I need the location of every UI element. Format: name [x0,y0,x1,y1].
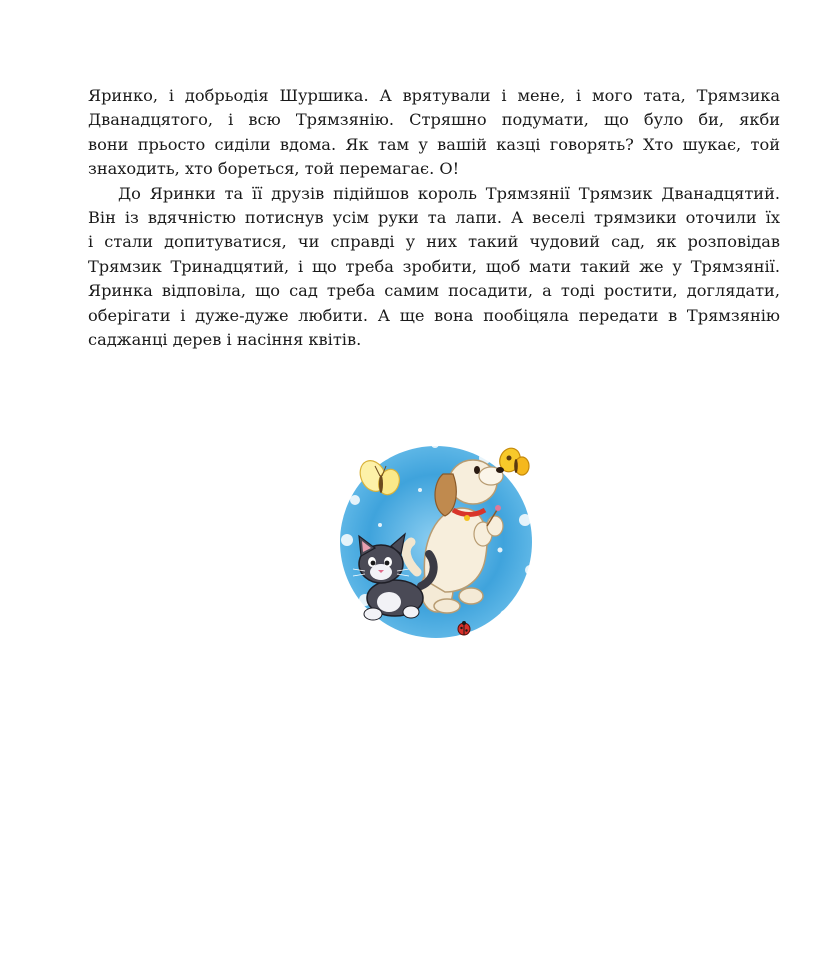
paragraph-continuation [88,84,780,182]
paragraph [88,182,780,353]
text-line: Дванадцятого, і всю Трямзянію. Стряшно подумати, що було би, якби [88,110,780,130]
illustration-svg [325,430,547,650]
text-line: Трямзик Тринадцятий, і що треба зробити, щоб мати такий же у Трямзянії. [88,256,780,276]
text-line: оберігати і дуже-дуже любити. А ще вона пообіцяла передати в Трямзянію [88,305,780,325]
text-line: саджанці дерев і насіння квітів. [88,329,362,349]
text-line: Він із вдячністю потиснув усім руки та лапи. А веселі трямзики оточили їх [88,207,780,227]
text-line: знаходить, хто бореться, той перемагає. О! [88,159,460,179]
text-line: і стали допитуватися, чи справді у них такий чудовий сад, як розповідав [88,232,780,252]
text-line: Яринко, і добрьодія Шуршика. А врятували і мене, і мого тата, Трямзика [88,86,780,105]
dog-and-kitten-illustration [325,430,547,650]
text-line: Яринка відповіла, що сад треба самим посадити, а тоді ростити, доглядати, [88,281,780,301]
text-line: До Яринки та її друзів підійшов король Трямзянії Трямзик Дванадцятий. [118,183,780,203]
story-text [88,84,780,352]
text-line: вони прьосто сиділи вдома. Як там у вашій казці говорять? Хто шукає, той [88,134,780,154]
